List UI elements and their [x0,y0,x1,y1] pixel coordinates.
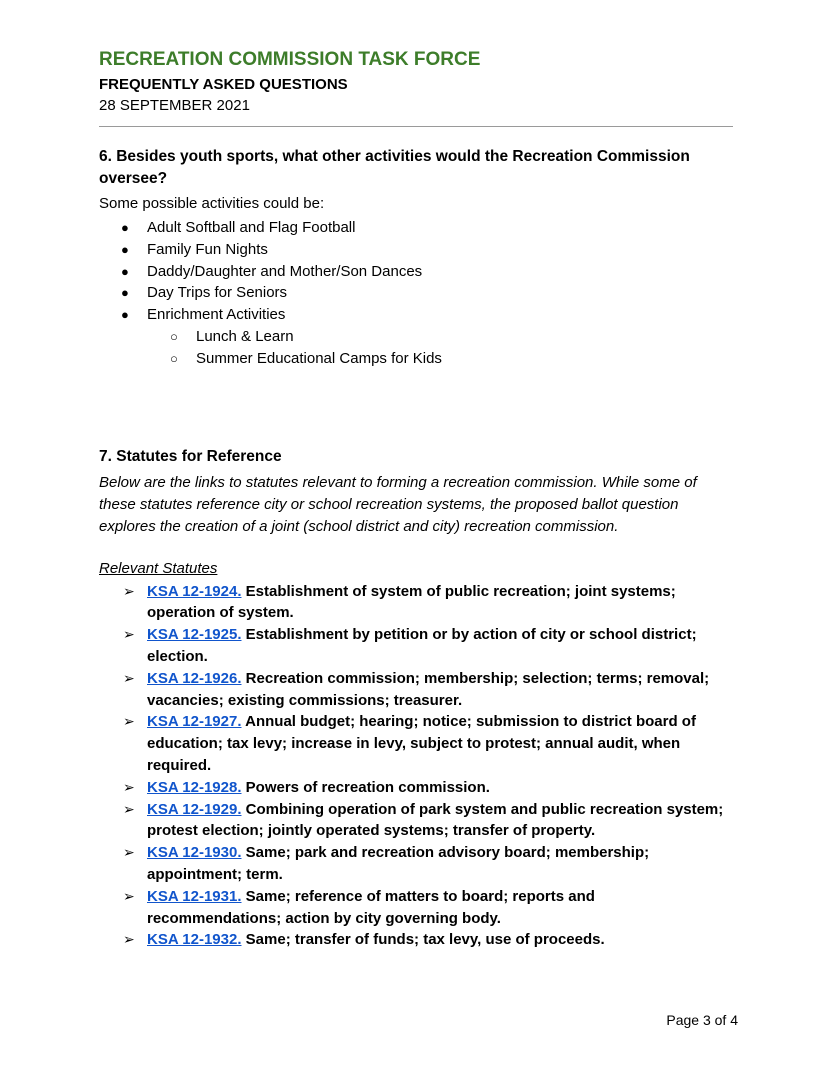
statute-description: Powers of recreation commission. [245,778,490,796]
list-item [99,282,735,304]
statute-item [99,581,729,625]
list-item [99,326,735,348]
question-6-section [99,146,735,370]
bullet-icon: ● [121,241,129,257]
list-item-text: Lunch & Learn [196,327,294,345]
statute-link-12-1929[interactable]: KSA 12-1929. [147,800,242,818]
statute-item [99,929,729,951]
statute-item [99,886,729,930]
list-item-text: Family Fun Nights [147,240,268,258]
statute-description: Recreation commission; membership; selection; terms; removal; vacancies; existing commissions; treasurer. [147,669,710,709]
document-subtitle: FREQUENTLY ASKED QUESTIONS [99,76,348,93]
question-7-intro: Below are the links to statutes relevant to forming a recreation commission. While some of these statutes reference city or school recreation systems, the proposed ballot question explores the creation of a joint (school district and city) recreation commission. [99,473,697,535]
statute-link-12-1930[interactable]: KSA 12-1930. [147,844,242,862]
statute-description: Establishment by petition or by action of city or school district; election. [147,626,697,665]
list-item-text: Daddy/Daughter and Mother/Son Dances [147,262,423,280]
arrow-bullet-icon: ➢ [123,844,135,861]
page-number: Page 3 of 4 [666,1012,738,1028]
statute-link-12-1925[interactable]: KSA 12-1925. [147,626,242,644]
arrow-bullet-icon: ➢ [123,778,135,795]
statute-description: Same; transfer of funds; tax levy, use of proceeds. [245,931,605,949]
question-6-intro: Some possible activities could be: [99,195,325,212]
arrow-bullet-icon: ➢ [123,887,135,904]
statute-item [99,624,729,668]
statute-link-12-1924[interactable]: KSA 12-1924. [147,582,242,600]
statute-item [99,842,729,886]
statute-link-12-1932[interactable]: KSA 12-1932. [147,931,242,949]
statute-link-12-1928[interactable]: KSA 12-1928. [147,778,242,796]
bullet-icon: ● [121,220,129,235]
list-item [99,304,735,326]
arrow-bullet-icon: ➢ [123,800,135,817]
arrow-bullet-icon: ➢ [123,713,135,730]
bullet-icon: ● [121,263,129,279]
question-7-heading: 7. Statutes for Reference [99,447,282,465]
question-6-heading: 6. Besides youth sports, what other activities would the Recreation Commission oversee? [99,148,690,187]
statute-link-12-1931[interactable]: KSA 12-1931. [147,887,242,905]
statute-description: Establishment of system of public recreation; joint systems; operation of system. [147,582,676,622]
list-item-text: Day Trips for Seniors [147,284,288,302]
list-item-text: Enrichment Activities [147,306,286,324]
list-item-text: Summer Educational Camps for Kids [196,349,442,367]
arrow-bullet-icon: ➢ [123,582,135,599]
arrow-bullet-icon: ➢ [123,626,135,643]
arrow-bullet-icon: ➢ [123,931,135,948]
bullet-icon: ● [121,285,129,301]
list-item [99,261,735,283]
statute-link-12-1926[interactable]: KSA 12-1926. [147,669,242,687]
statute-description: Annual budget; hearing; notice; submission to district board of education; tax levy; increase in levy, subject to protest; annual audit, when required. [147,713,696,774]
statute-description: Combining operation of park system and public recreation system; protest election; jointly operated systems; transfer of property. [147,800,724,840]
activities-list [99,217,735,326]
statute-description: Same; reference of matters to board; reports and recommendations; action by city governing body. [147,887,595,927]
list-item [99,217,735,239]
statute-item [99,711,729,776]
statute-item [99,799,729,843]
relevant-statutes-title: Relevant Statutes [99,559,218,577]
statutes-list [99,581,729,952]
statute-item [99,777,729,799]
list-item [99,239,735,261]
header-divider [99,126,733,127]
statute-item [99,668,729,712]
document-page [99,48,735,951]
question-7-section [99,446,735,952]
document-date: 28 SEPTEMBER 2021 [99,97,250,114]
bullet-icon: ● [121,307,129,323]
list-item [99,348,735,370]
statute-description: Same; park and recreation advisory board; membership; appointment; term. [147,844,650,883]
hollow-bullet-icon: ○ [170,350,178,366]
hollow-bullet-icon: ○ [170,328,178,344]
document-title: RECREATION COMMISSION TASK FORCE [99,49,481,70]
arrow-bullet-icon: ➢ [123,669,135,686]
list-item-text: Adult Softball and Flag Football [147,219,356,236]
statute-link-12-1927[interactable]: KSA 12-1927. [147,713,242,731]
enrichment-sublist [99,326,735,370]
